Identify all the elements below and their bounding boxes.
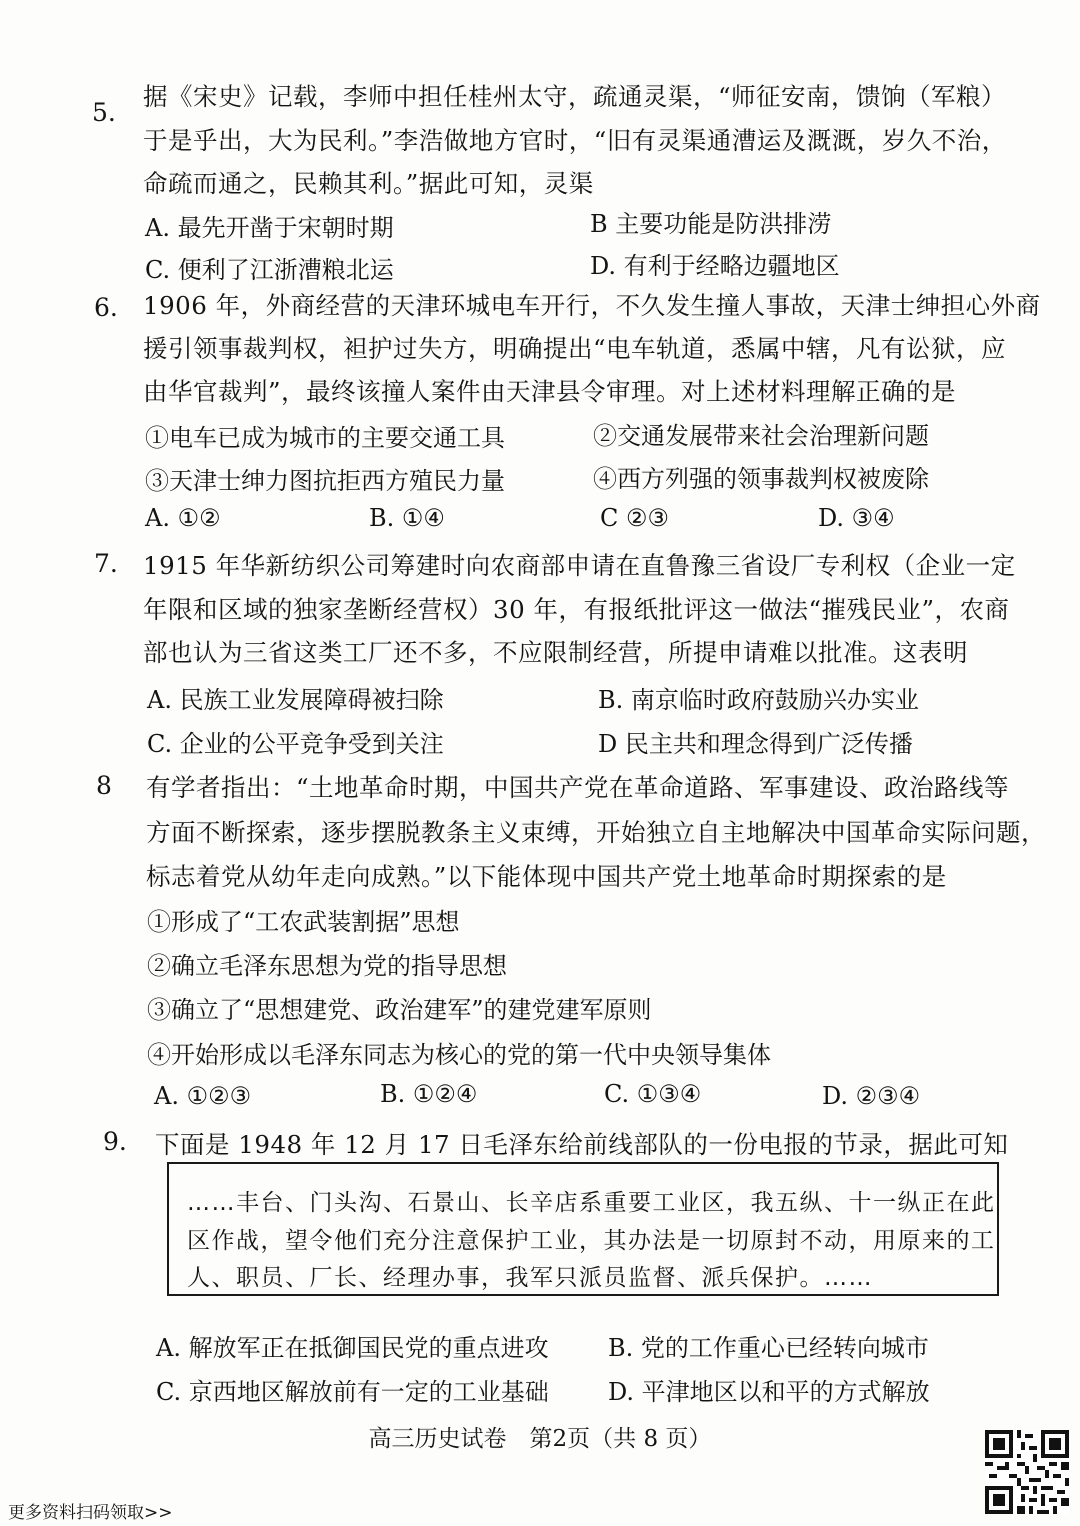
question-text-line: 1915 年华新纺织公司筹建时向农商部申请在直鲁豫三省设厂专利权（企业一定 — [143, 551, 1016, 580]
option-c: C. 企业的公平竞争受到关注 — [147, 730, 444, 758]
option-b: B. 南京临时政府鼓励兴办实业 — [598, 686, 919, 714]
question-text-line: 方面不断探索，逐步摆脱教条主义束缚，开始独立自主地解决中国革命实际问题， — [146, 818, 1046, 847]
question-text-line: 于是乎出，大为民利。”李浩做地方官时，“旧有灵渠通漕运及溉溉，岁久不治， — [143, 126, 1007, 155]
qr-code-icon[interactable] — [985, 1430, 1069, 1514]
option-b: B. 党的工作重心已经转向城市 — [608, 1334, 929, 1362]
question-text-line: 标志着党从幼年走向成熟。”以下能体现中国共产党土地革命时期探索的是 — [146, 862, 947, 891]
quote-line: 区作战，望令他们充分注意保护工业，其办法是一切原封不动，用原来的工 — [187, 1228, 996, 1254]
question-text-line: 命疏而通之，民赖其利。”据此可知，灵渠 — [143, 169, 594, 198]
question-text-line: 援引领事裁判权，袒护过失方，明确提出“电车轨道，悉属中辖，凡有讼狱，应 — [143, 334, 1007, 363]
quote-line: ……丰台、门头沟、石景山、长辛店系重要工业区，我五纵、十一纵正在此 — [187, 1190, 996, 1216]
option-b: B 主要功能是防洪排涝 — [590, 210, 832, 238]
question-number: 8 — [96, 771, 112, 800]
option-d: D. 平津地区以和平的方式解放 — [608, 1378, 930, 1406]
option-c: C ②③ — [600, 504, 670, 532]
question-number: 7. — [94, 549, 118, 578]
statement-3: ③天津士绅力图抗拒西方殖民力量 — [145, 467, 505, 495]
question-number: 6. — [94, 293, 118, 322]
option-a: A. ①② — [145, 504, 221, 532]
question-text-line: 由华官裁判”，最终该撞人案件由天津县令审理。对上述材料理解正确的是 — [143, 377, 957, 406]
option-a: A. 解放军正在抵御国民党的重点进攻 — [156, 1334, 549, 1362]
statement-2: ②交通发展带来社会治理新问题 — [593, 422, 929, 450]
question-number: 9. — [103, 1127, 127, 1156]
option-d: D. ③④ — [818, 504, 895, 532]
option-d: D 民主共和理念得到广泛传播 — [598, 730, 913, 758]
quote-line: 人、职员、厂长、经理办事，我军只派员监督、派兵保护。…… — [187, 1265, 873, 1291]
option-a: A. 最先开凿于宋朝时期 — [145, 214, 394, 242]
question-text-line: 部也认为三省这类工厂还不多，不应限制经营，所提申请难以批准。这表明 — [143, 638, 968, 667]
option-a: A. 民族工业发展障碍被扫除 — [147, 686, 444, 714]
statement-1: ①电车已成为城市的主要交通工具 — [145, 424, 505, 452]
option-d: D. 有利于经略边疆地区 — [590, 252, 840, 280]
question-text-line: 1906 年，外商经营的天津环城电车开行，不久发生撞人事故，天津士绅担心外商 — [143, 291, 1041, 320]
statement-4: ④西方列强的领事裁判权被废除 — [593, 465, 929, 493]
option-b: B. ①④ — [369, 504, 445, 532]
option-c: C. ①③④ — [604, 1080, 702, 1108]
question-text-line: 下面是 1948 年 12 月 17 日毛泽东给前线部队的一份电报的节录，据此可知 — [155, 1130, 1009, 1159]
option-c: C. 便利了江浙漕粮北运 — [145, 256, 394, 284]
statement-4: ④开始形成以毛泽东同志为核心的党的第一代中央领导集体 — [147, 1041, 771, 1069]
question-text-line: 据《宋史》记载，李师中担任桂州太守，疏通灵渠，“师征安南，馈饷（军粮） — [143, 82, 1007, 111]
option-c: C. 京西地区解放前有一定的工业基础 — [156, 1378, 549, 1406]
more-resources-link[interactable]: 更多资料扫码领取>> — [8, 1503, 173, 1523]
question-text-line: 年限和区域的独家垄断经营权）30 年，有报纸批评这一做法“摧残民业”，农商 — [143, 595, 1010, 624]
question-text-line: 有学者指出：“土地革命时期，中国共产党在革命道路、军事建设、政治路线等 — [146, 773, 1010, 802]
statement-2: ②确立毛泽东思想为党的指导思想 — [147, 952, 507, 980]
option-a: A. ①②③ — [154, 1082, 252, 1110]
page-footer: 高三历史试卷 第2页（共 8 页） — [368, 1426, 712, 1452]
statement-3: ③确立了“思想建党、政治建军”的建党建军原则 — [147, 996, 652, 1024]
statement-1: ①形成了“工农武装割据”思想 — [147, 908, 460, 936]
question-number: 5. — [92, 98, 116, 127]
option-d: D. ②③④ — [822, 1082, 921, 1110]
telegram-excerpt-box — [167, 1162, 999, 1296]
option-b: B. ①②④ — [380, 1080, 478, 1108]
